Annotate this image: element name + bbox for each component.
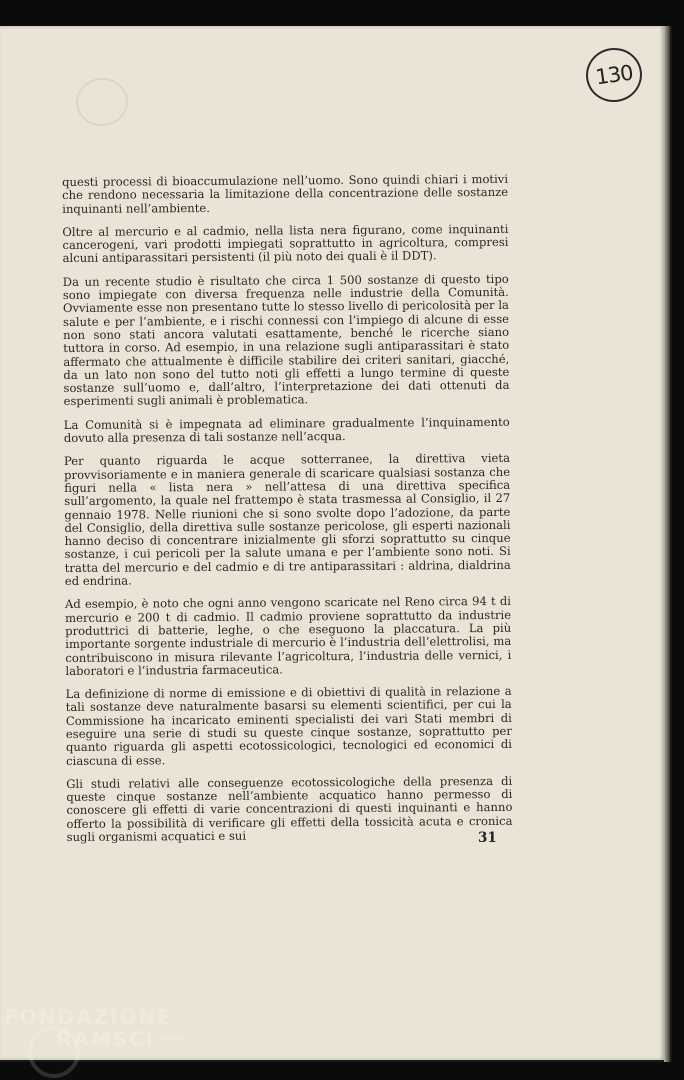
paragraph: La Comunità si è impegnata ad eliminare gradualmente l’inquinamento dovuto alla presenza di tali sostanze nell’acqua. — [63, 414, 510, 446]
archive-number: 130 — [593, 60, 635, 90]
paragraph: Ad esempio, è noto che ogni anno vengono scaricate nel Reno circa 94 t di mercurio e 200 t di cadmio. Il cadmio proviene soprattutto da industrie produttrici di batterie, leghe, o che eseguono la placcatura. La più importante sorgente industriale di mercurio è l’industria dell’elettrolisi, ma contribuiscono in misura rilevante l’agricoltura, l’industria delle vernici, i laboratori e l’industria farmaceutica. — [64, 594, 512, 678]
page-edge — [664, 26, 670, 1062]
paragraph: Oltre al mercurio e al cadmio, nella lista nera figurano, come inquinanti cancerogeni, vari prodotti impiegati soprattutto in agricoltura, compresi alcuni antiparassitari persistenti (il più noto dei quali è il DDT). — [62, 221, 509, 266]
watermark-suffix: onlus — [159, 1034, 184, 1043]
faint-stamp-mark — [74, 75, 131, 128]
paragraph: La definizione di norme di emissione e di obiettivi di qualità in relazione a tali sostanze deve naturalmente basarsi su elementi scientifici, per cui la Commissione ha incaricato eminenti specialisti dei vari Stati membri di eseguire una serie di studi su queste cinque sostanze, soprattutto per quanto riguarda gli aspetti ecotossicologici, tecnologici ed economici di ciascuna di esse. — [65, 683, 513, 768]
watermark-line2: RAMSCI — [56, 1027, 156, 1051]
page-number: 31 — [478, 830, 497, 846]
watermark — [4, 1006, 184, 1050]
paragraph: Per quanto riguarda le acque sotterranee, la direttiva vieta provvisoriamente e in maniera generale di scaricare qualsiasi sostanza che figuri nella « lista nera » nell’attesa di una direttiva specifica sull’argomento, la quale nel frattempo è stata trasmessa al Consiglio, il 27 gennaio 1978. Nelle riunioni che si sono svolte dopo l’adozione, da parte del Consiglio, della direttiva sulle sostanze pericolose, gli esperti nazionali hanno deciso di concentrare inizialmente gli sforzi soprattutto su cinque sostanze, i cui pericoli per la salute umana e per l’ambiente sono noti. Si tratta del mercurio e del cadmio e di tre antiparassitari : aldrina, dialdrina ed endrina. — [63, 451, 511, 589]
watermark-line1: FONDAZIONE — [4, 1005, 173, 1029]
watermark-line2-wrap — [4, 1028, 184, 1050]
body-text — [62, 173, 513, 854]
paragraph: Gli studi relativi alle conseguenze ecotossicologiche della presenza di queste cinque sostanze nell’ambiente acquatico hanno permesso di conoscere gli effetti di varie concentrazioni di questi inquinanti e hanno offerto la possibilità di verificare gli effetti della tossicità acuta e cronica sugli organismi acquatici e sui — [66, 773, 513, 845]
paragraph: Da un recente studio è risultato che circa 1 500 sostanze di questo tipo sono impiegate con diversa frequenza nelle industrie della Comunità. Ovviamente esse non presentano tutte lo stesso livello di pericolosità per la salute e per l’ambiente, e i rischi connessi con l’impiego di alcune di esse non sono stati ancora valutati esattamente, benché le ricerche siano tuttora in corso. Ad esempio, in una relazione sugli antiparassitari è stato affermato che attualmente è difficile stabilire dei criteri sanitari, giacché, da un lato non sono del tutto noti gli effetti a lungo termine di queste sostanze sull’uomo e, dall’altro, l’interpretazione dei dati ottenuti da esperimenti sugli animali è problematica. — [62, 271, 510, 409]
paragraph: questi processi di bioaccumulazione nell’uomo. Sono quindi chiari i motivi che rendono necessaria la limitazione della concentrazione delle sostanze inquinanti nell’ambiente. — [61, 171, 509, 216]
